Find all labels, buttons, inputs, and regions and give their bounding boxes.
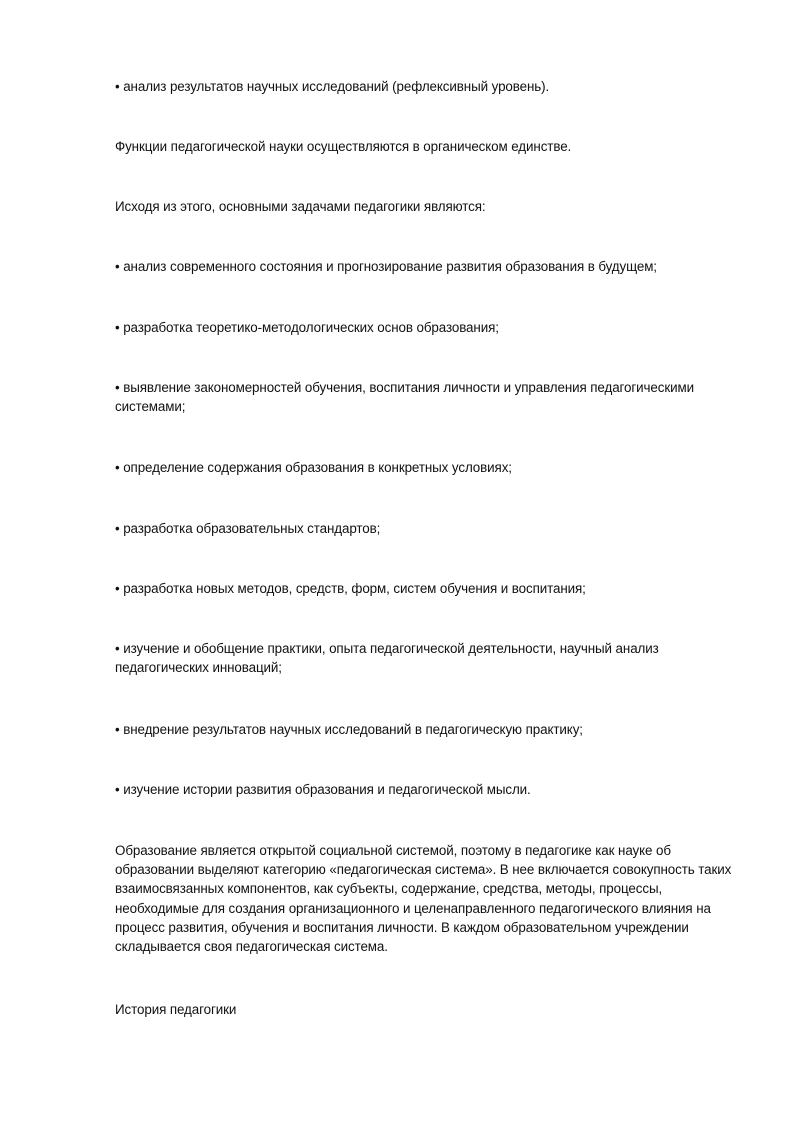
paragraph-reflexive-level: • анализ результатов научных исследований (рефлексивный уровень). <box>115 79 550 94</box>
paragraph-tasks-intro: Исходя из этого, основными задачами педагогики являются: <box>115 199 486 214</box>
list-item-standards: • разработка образовательных стандартов; <box>115 521 381 536</box>
list-item-new-methods: • разработка новых методов, средств, форм, систем обучения и воспитания; <box>115 581 586 596</box>
list-item-history-study: • изучение истории развития образования и педагогической мысли. <box>115 782 531 797</box>
paragraph-pedagogical-system: Образование является открытой социальной системой, поэтому в педагогике как науке об образовании выделяют категорию «педагогическая система». В нее включается совокупность таких взаимосвязанных компонентов, как субъекты, содержание, средства, методы, процессы, необходимые для создания организационного и целенаправленного педагогического влияния на процесс развития, обучения и воспитания личности. В каждом образовательном учреждении складывается своя педагогическая система. <box>115 843 732 955</box>
paragraph-functions-unity: Функции педагогической науки осуществляются в органическом единстве. <box>115 139 572 154</box>
list-item-theory-foundations: • разработка теоретико-методологических основ образования; <box>115 320 499 335</box>
list-item-practice-study: • изучение и обобщение практики, опыта педагогической деятельности, научный анализ педагогических инноваций; <box>115 641 659 676</box>
list-item-content-definition: • определение содержания образования в конкретных условиях; <box>115 460 512 475</box>
list-item-forecasting: • анализ современного состояния и прогнозирование развития образования в будущем; <box>115 259 657 274</box>
section-heading-history: История педагогики <box>115 1002 237 1017</box>
list-item-regularities: • выявление закономерностей обучения, воспитания личности и управления педагогическими системами; <box>115 380 694 415</box>
list-item-implementation: • внедрение результатов научных исследований в педагогическую практику; <box>115 722 583 737</box>
